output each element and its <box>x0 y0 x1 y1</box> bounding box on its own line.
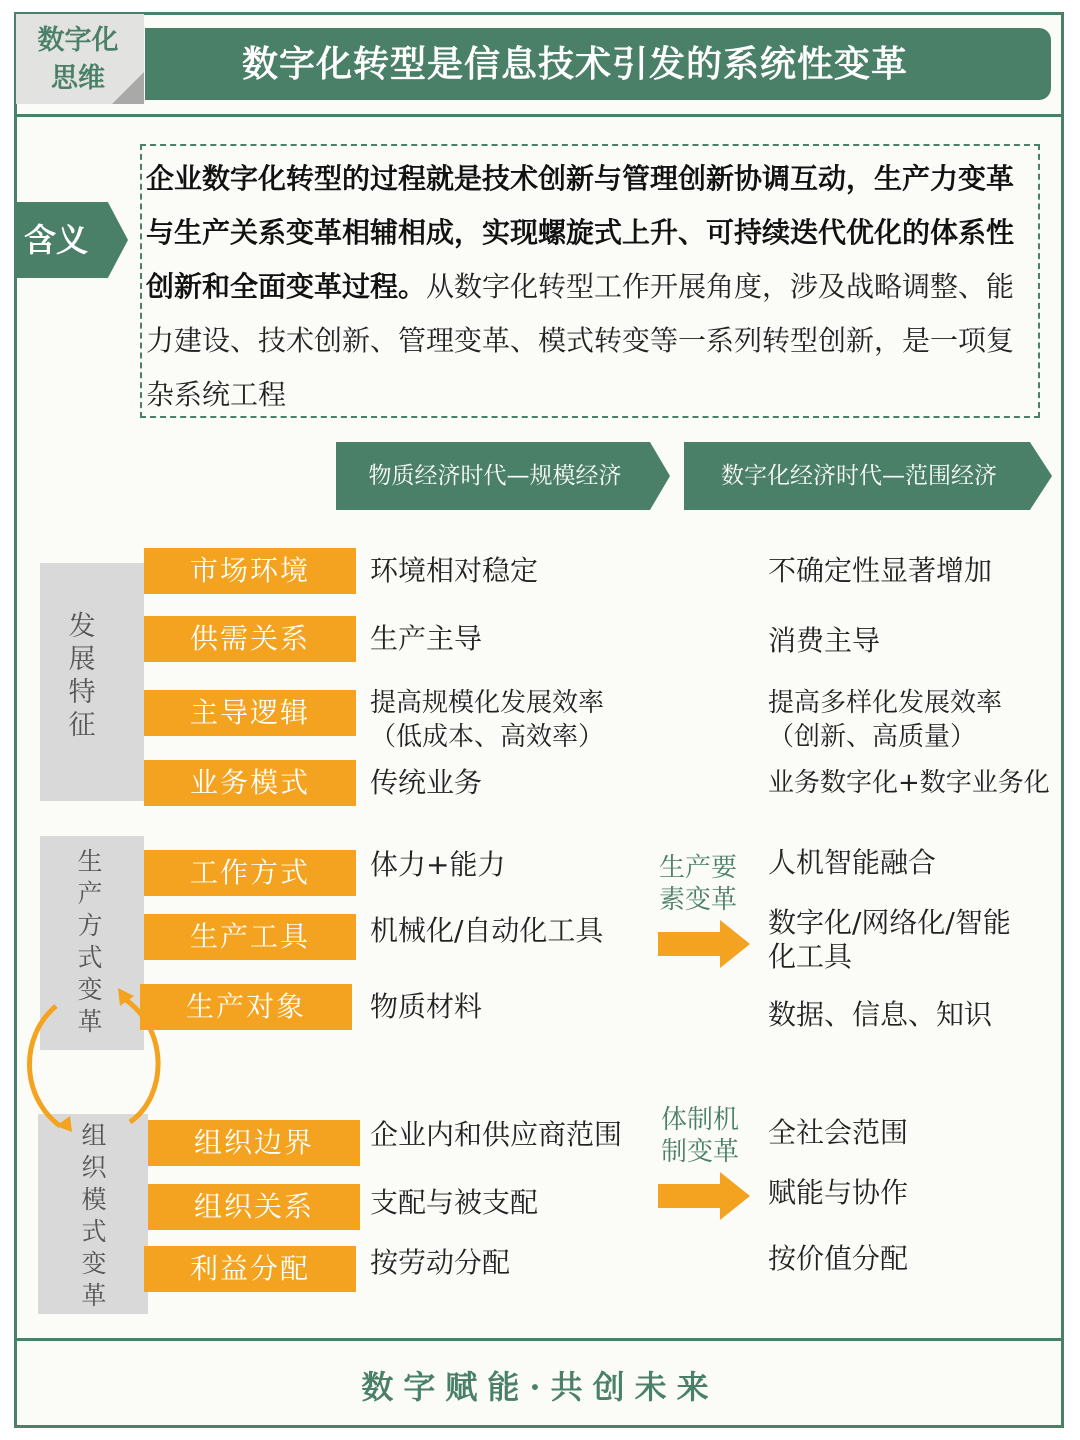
label-benefit-distribution: 利益分配 <box>144 1246 356 1292</box>
production-object-new: 数据、信息、知识 <box>768 998 993 1031</box>
footer-slogan: 数字赋能·共创未来 <box>361 1368 719 1406</box>
label-org-boundary: 组织边界 <box>148 1120 360 1166</box>
dominant-logic-new: 提高多样化发展效率 （创新、高质量） <box>768 688 1003 752</box>
column-header-right: 数字化经济时代—范围经济 <box>721 463 997 489</box>
institution-arrow-icon <box>656 1170 752 1222</box>
label-dominant-logic: 主导逻辑 <box>144 690 356 736</box>
org-relation-new: 赋能与协作 <box>768 1176 909 1209</box>
work-mode-old: 体力+能力 <box>370 848 506 881</box>
group-label-organization: 组 织 模 式 变 革 <box>81 1121 107 1310</box>
label-supply-demand: 供需关系 <box>144 616 356 662</box>
business-model-old: 传统业务 <box>370 766 483 799</box>
label-org-relation: 组织关系 <box>148 1184 360 1230</box>
org-relation-old: 支配与被支配 <box>370 1186 539 1219</box>
production-tools-new: 数字化/网络化/智能 化工具 <box>768 906 1011 973</box>
institution-arrow-label: 体制机 制变革 <box>660 1105 739 1167</box>
label-production-tools: 生产工具 <box>144 914 356 960</box>
supply-demand-new: 消费主导 <box>768 624 881 657</box>
footer-divider <box>16 1338 1064 1341</box>
org-boundary-old: 企业内和供应商范围 <box>370 1118 623 1151</box>
work-mode-new: 人机智能融合 <box>768 846 937 879</box>
production-arrow-icon <box>656 918 752 970</box>
group-label-development: 发 展 特 征 <box>68 611 96 741</box>
benefit-distribution-new: 按价值分配 <box>768 1242 909 1275</box>
header-divider <box>16 114 1064 117</box>
label-production-object: 生产对象 <box>140 984 352 1030</box>
meaning-bold-text: 企业数字化转型的过程就是技术创新与管理创新协调互动，生产力变革与生产关系变革相辅相成，实现螺旋式上升、可持续迭代优化的体系性创新和全面变革过程。 <box>146 162 1015 303</box>
market-environment-new: 不确定性显著增加 <box>768 554 993 587</box>
label-business-model: 业务模式 <box>144 760 356 806</box>
category-badge-text <box>20 22 136 98</box>
meaning-normal-text: 从数字化转型工作开展角度，涉及战略调整、能力建设、技术创新、管理变革、模式转变等一系列转型创新，是一项复杂系统工程 <box>146 270 1015 411</box>
benefit-distribution-old: 按劳动分配 <box>370 1246 511 1279</box>
label-work-mode: 工作方式 <box>144 850 356 896</box>
org-boundary-new: 全社会范围 <box>768 1116 909 1149</box>
meaning-paragraph <box>146 152 1036 422</box>
group-label-production: 生 产 方 式 变 革 <box>77 847 103 1036</box>
market-environment-old: 环境相对稳定 <box>370 554 539 587</box>
meaning-tag-label: 含义 <box>24 221 89 259</box>
badge-line-2: 思维 <box>51 63 105 94</box>
cycle-arrows-icon <box>20 986 170 1136</box>
production-arrow-label: 生产要 素变革 <box>658 853 737 915</box>
production-object-old: 物质材料 <box>370 990 483 1023</box>
supply-demand-old: 生产主导 <box>370 622 483 655</box>
column-header-left: 物质经济时代—规模经济 <box>368 463 622 489</box>
business-model-new: 业务数字化+数字业务化 <box>768 768 1050 798</box>
badge-line-1: 数字化 <box>37 25 119 56</box>
label-market-environment: 市场环境 <box>144 548 356 594</box>
production-tools-old: 机械化/自动化工具 <box>370 914 604 947</box>
page-title: 数字化转型是信息技术引发的系统性变革 <box>241 43 908 85</box>
dominant-logic-old: 提高规模化发展效率 （低成本、高效率） <box>370 688 605 752</box>
